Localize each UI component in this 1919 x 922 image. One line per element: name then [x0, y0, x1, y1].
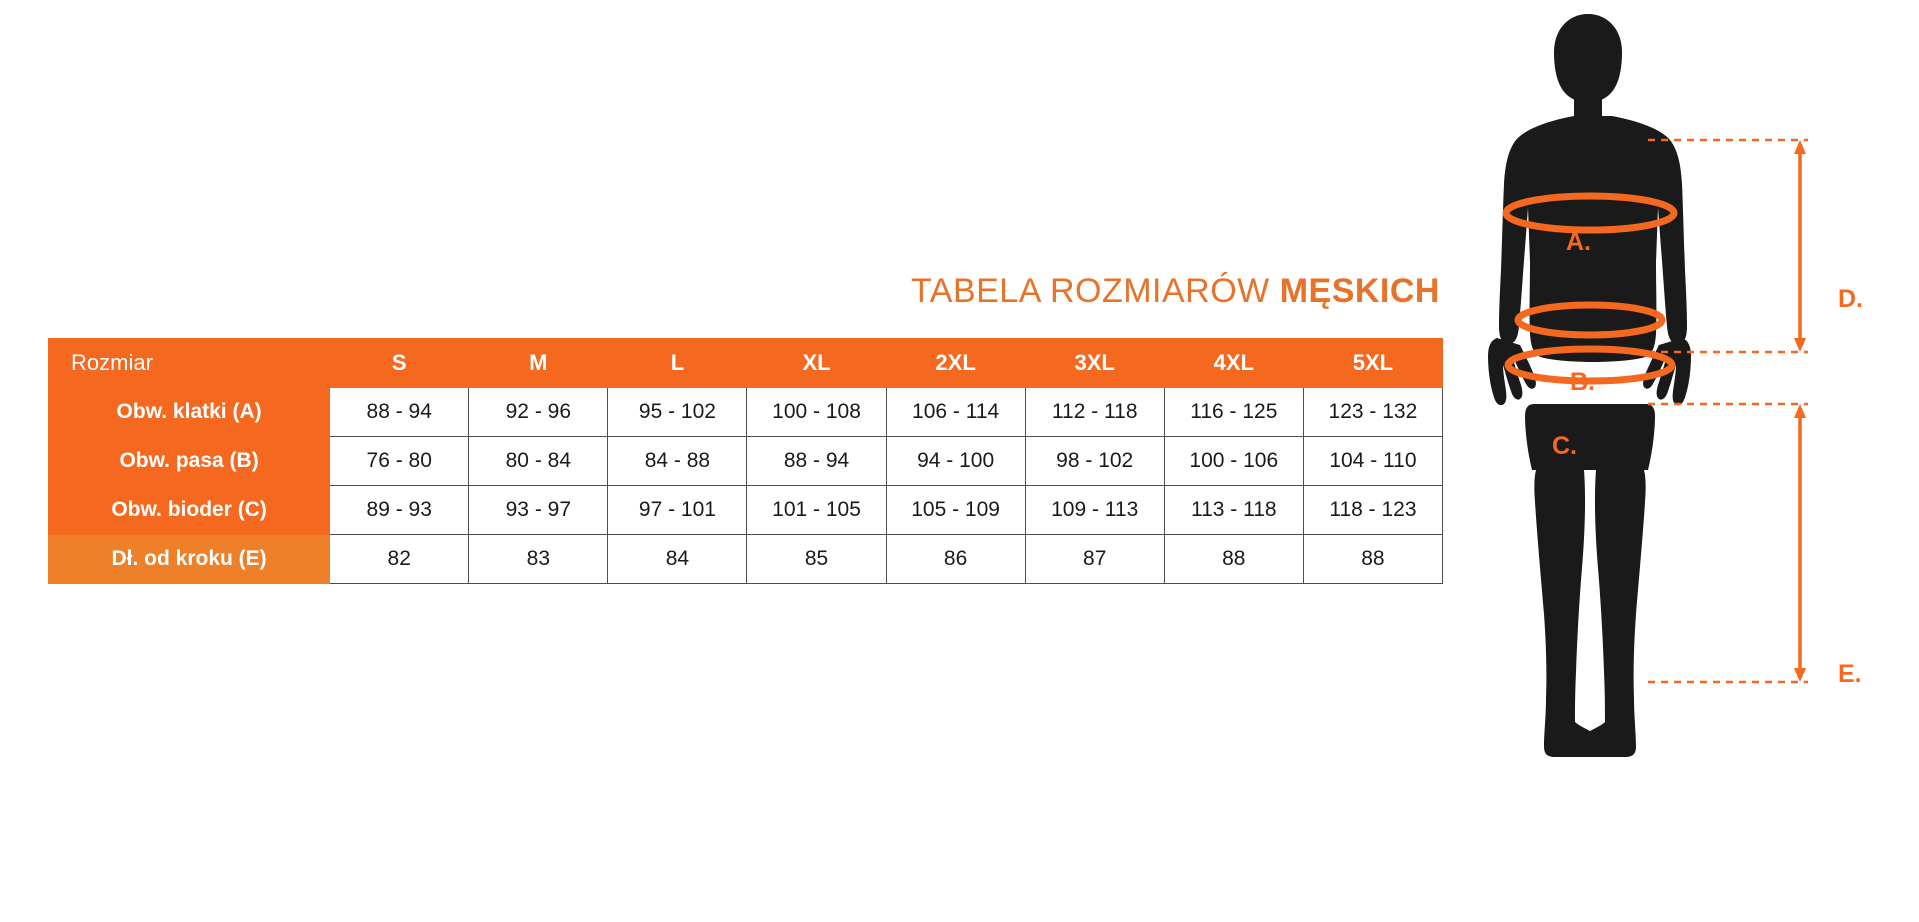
silhouette-svg [1470, 0, 1919, 922]
cell-inseam-4xl: 88 [1164, 535, 1303, 584]
cell-hips-s: 89 - 93 [330, 486, 469, 535]
arrow-e-head-top [1794, 404, 1806, 418]
cell-hips-l: 97 - 101 [608, 486, 747, 535]
cell-hips-m: 93 - 97 [469, 486, 608, 535]
label-d: D. [1838, 285, 1863, 313]
table-row [49, 388, 1443, 437]
size-table [48, 338, 1443, 584]
cell-inseam-2xl: 86 [886, 535, 1025, 584]
cell-chest-m: 92 - 96 [469, 388, 608, 437]
table-header-row [49, 339, 1443, 388]
cell-chest-2xl: 106 - 114 [886, 388, 1025, 437]
cell-hips-5xl: 118 - 123 [1303, 486, 1442, 535]
row-header-label: Rozmiar [49, 339, 330, 388]
label-b: B. [1570, 368, 1595, 396]
row-label-waist: Obw. pasa (B) [49, 437, 330, 486]
label-c: C. [1552, 432, 1577, 460]
column-header-5xl: 5XL [1303, 339, 1442, 388]
cell-hips-3xl: 109 - 113 [1025, 486, 1164, 535]
cell-chest-4xl: 116 - 125 [1164, 388, 1303, 437]
column-header-xl: XL [747, 339, 886, 388]
page-title [40, 272, 1440, 311]
label-a: A. [1566, 228, 1591, 256]
table-row [49, 486, 1443, 535]
arrow-d-head-top [1794, 140, 1806, 154]
arrow-e-head-bottom [1794, 668, 1806, 682]
cell-inseam-5xl: 88 [1303, 535, 1442, 584]
column-header-4xl: 4XL [1164, 339, 1303, 388]
cell-inseam-l: 84 [608, 535, 747, 584]
size-table-container [48, 338, 1443, 584]
label-e: E. [1838, 660, 1862, 688]
cell-waist-l: 84 - 88 [608, 437, 747, 486]
cell-inseam-s: 82 [330, 535, 469, 584]
cell-chest-3xl: 112 - 118 [1025, 388, 1164, 437]
cell-chest-l: 95 - 102 [608, 388, 747, 437]
cell-inseam-m: 83 [469, 535, 608, 584]
column-header-2xl: 2XL [886, 339, 1025, 388]
row-label-hips: Obw. bioder (C) [49, 486, 330, 535]
cell-waist-s: 76 - 80 [330, 437, 469, 486]
column-header-l: L [608, 339, 747, 388]
cell-inseam-xl: 85 [747, 535, 886, 584]
cell-waist-3xl: 98 - 102 [1025, 437, 1164, 486]
cell-hips-xl: 101 - 105 [747, 486, 886, 535]
cell-waist-m: 80 - 84 [469, 437, 608, 486]
cell-waist-xl: 88 - 94 [747, 437, 886, 486]
row-label-inseam: Dł. od kroku (E) [49, 535, 330, 584]
row-label-chest: Obw. klatki (A) [49, 388, 330, 437]
table-row [49, 437, 1443, 486]
table-row [49, 535, 1443, 584]
column-header-3xl: 3XL [1025, 339, 1164, 388]
page-title-normal: TABELA ROZMIARÓW [911, 272, 1280, 310]
cell-waist-5xl: 104 - 110 [1303, 437, 1442, 486]
cell-hips-4xl: 113 - 118 [1164, 486, 1303, 535]
column-header-s: S [330, 339, 469, 388]
cell-inseam-3xl: 87 [1025, 535, 1164, 584]
cell-hips-2xl: 105 - 109 [886, 486, 1025, 535]
page-title-bold: MĘSKICH [1279, 272, 1440, 310]
column-header-m: M [469, 339, 608, 388]
cell-chest-5xl: 123 - 132 [1303, 388, 1442, 437]
cell-chest-s: 88 - 94 [330, 388, 469, 437]
cell-chest-xl: 100 - 108 [747, 388, 886, 437]
body-measurement-diagram [1470, 0, 1919, 922]
cell-waist-4xl: 100 - 106 [1164, 437, 1303, 486]
cell-waist-2xl: 94 - 100 [886, 437, 1025, 486]
arrow-d-head-bottom [1794, 338, 1806, 352]
